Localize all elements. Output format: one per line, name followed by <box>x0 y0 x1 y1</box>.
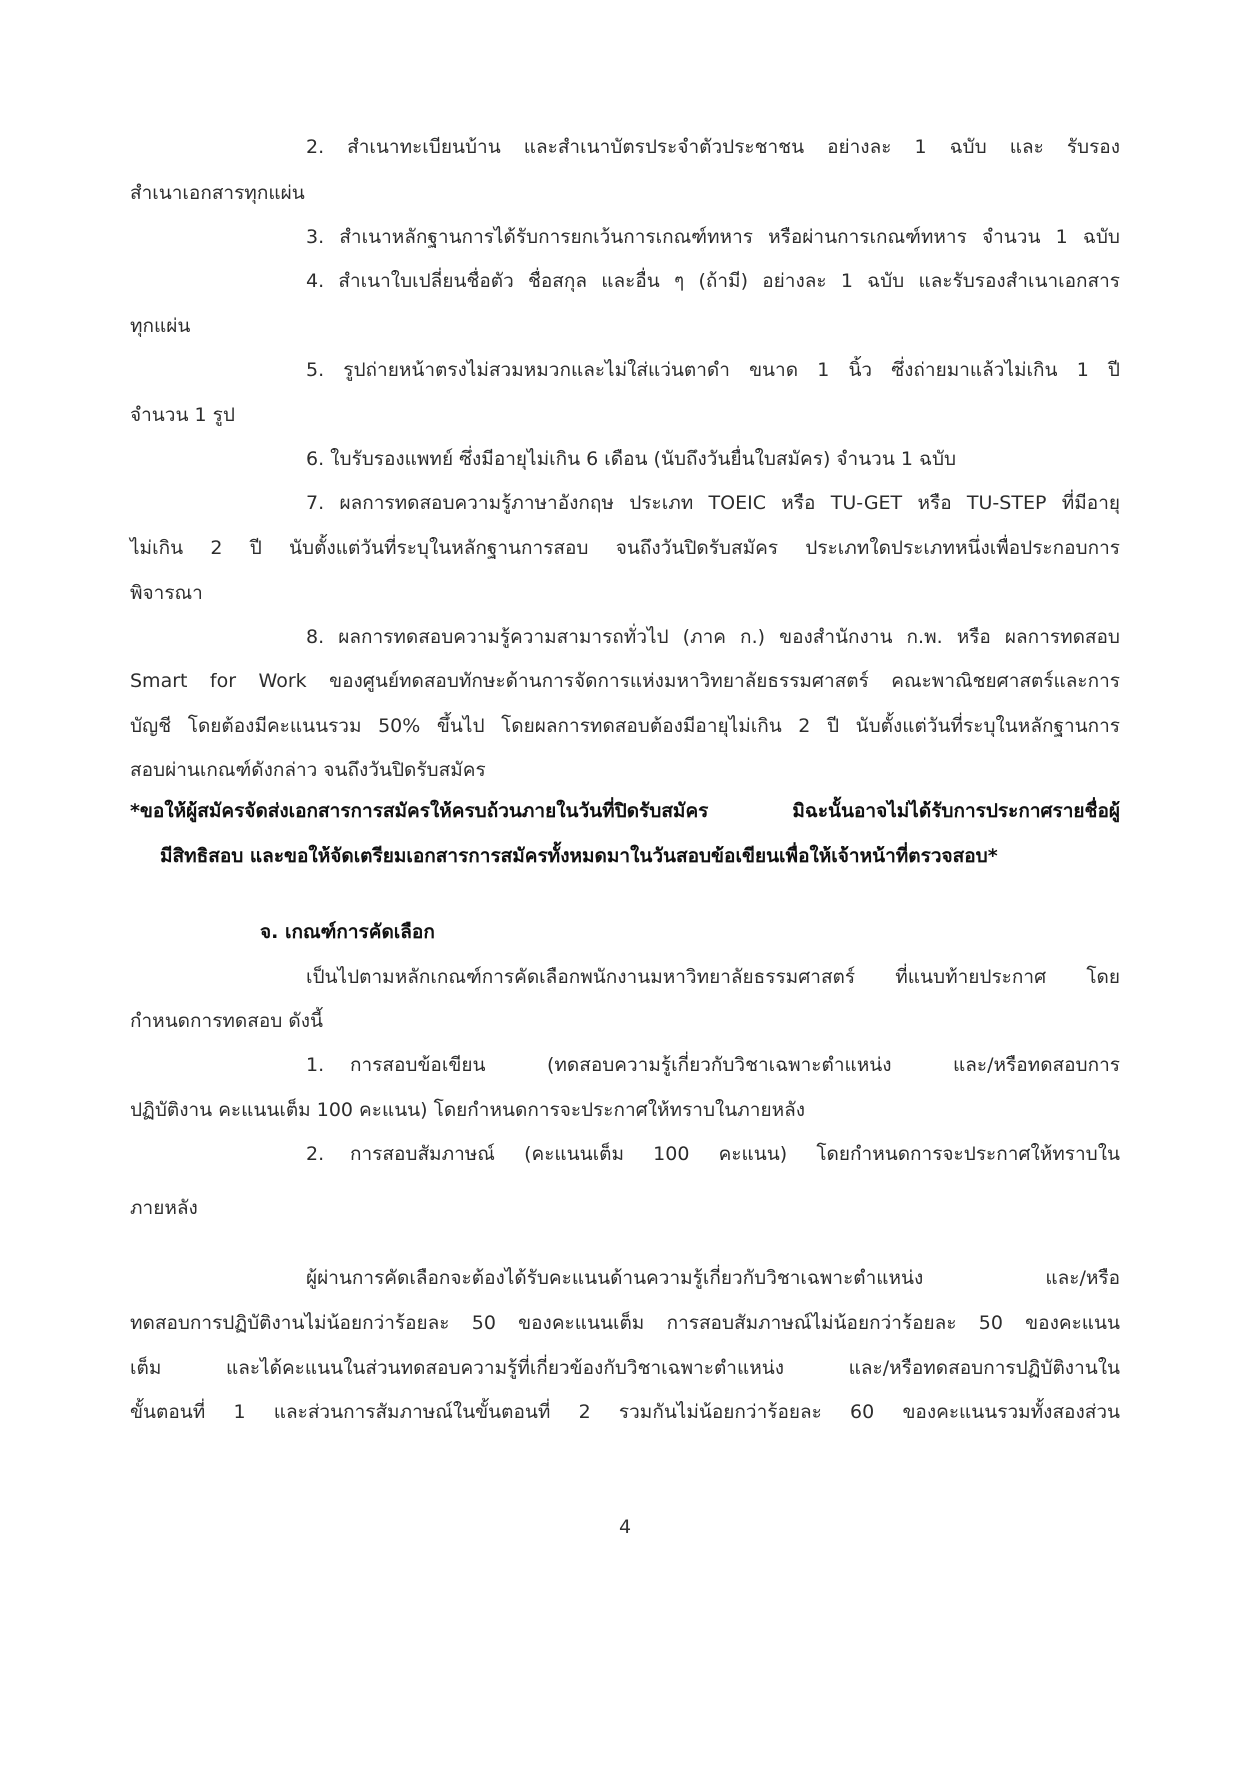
selection-intro-line1: เป็นไปตามหลักเกณฑ์การคัดเลือกพนักงานมหาวิทยาลัยธรรมศาสตร์ ที่แนบท้ายประกาศ โดย <box>306 966 1120 988</box>
doc-item-3-line1: 3. สำเนาหลักฐานการได้รับการยกเว้นการเกณฑ์ทหาร หรือผ่านการเกณฑ์ทหาร จำนวน 1 ฉบับ <box>306 226 1120 248</box>
doc-item-7-line2: ไม่เกิน 2 ปี นับตั้งแต่วันที่ระบุในหลักฐานการสอบ จนถึงวันปิดรับสมัคร ประเภทใดประเภทหนึ่งเพื่อประกอบการ <box>130 537 1120 559</box>
doc-item-8-line1: 8. ผลการทดสอบความรู้ความสามารถทั่วไป (ภาค ก.) ของสำนักงาน ก.พ. หรือ ผลการทดสอบ <box>306 626 1120 648</box>
doc-item-6-line1: 6. ใบรับรองแพทย์ ซึ่งมีอายุไม่เกิน 6 เดือน (นับถึงวันยื่นใบสมัคร) จำนวน 1 ฉบับ <box>306 448 957 470</box>
doc-item-2-line1: 2. สำเนาทะเบียนบ้าน และสำเนาบัตรประจำตัวประชาชน อย่างละ 1 ฉบับ และ รับรอง <box>306 136 1120 158</box>
doc-item-7-line1: 7. ผลการทดสอบความรู้ภาษาอังกฤษ ประเภท TOEIC หรือ TU-GET หรือ TU-STEP ที่มีอายุ <box>306 492 1120 514</box>
criteria-line2: ทดสอบการปฏิบัติงานไม่น้อยกว่าร้อยละ 50 ของคะแนนเต็ม การสอบสัมภาษณ์ไม่น้อยกว่าร้อยละ 50 ของคะแนน <box>130 1312 1120 1334</box>
doc-item-5-line1: 5. รูปถ่ายหน้าตรงไม่สวมหมวกและไม่ใส่แว่นตาดำ ขนาด 1 นิ้ว ซึ่งถ่ายมาแล้วไม่เกิน 1 ปี <box>306 359 1120 381</box>
selection-intro-line2: กำหนดการทดสอบ ดังนี้ <box>130 1010 323 1032</box>
selection-heading: จ. เกณฑ์การคัดเลือก <box>260 921 435 943</box>
page-number: 4 <box>618 1516 632 1538</box>
notice-line1: *ขอให้ผู้สมัครจัดส่งเอกสารการสมัครให้ครบถ้วนภายในวันที่ปิดรับสมัคร มิฉะนั้นอาจไม่ได้รับการประกาศรายชื่อผู้ <box>130 800 1120 822</box>
doc-item-8-line4: สอบผ่านเกณฑ์ดังกล่าว จนถึงวันปิดรับสมัคร <box>130 759 486 781</box>
doc-item-8-line2: Smart for Work ของศูนย์ทดสอบทักษะด้านการจัดการแห่งมหาวิทยาลัยธรรมศาสตร์ คณะพาณิชยศาสตร์และการ <box>130 670 1120 692</box>
test-item-1 <box>306 1052 1120 1078</box>
test-item-1-line2: ปฏิบัติงาน คะแนนเต็ม 100 คะแนน) โดยกำหนดการจะประกาศให้ทราบในภายหลัง <box>130 1099 806 1121</box>
notice-line2: มีสิทธิสอบ และขอให้จัดเตรียมเอกสารการสมัครทั้งหมดมาในวันสอบข้อเขียนเพื่อให้เจ้าหน้าที่ตรวจสอบ* <box>160 845 998 867</box>
doc-item-4-line1: 4. สำเนาใบเปลี่ยนชื่อตัว ชื่อสกุล และอื่น ๆ (ถ้ามี) อย่างละ 1 ฉบับ และรับรองสำเนาเอกสาร <box>306 270 1120 292</box>
doc-item-4-line2: ทุกแผ่น <box>130 315 191 337</box>
criteria-line3: เต็ม และได้คะแนนในส่วนทดสอบความรู้ที่เกี่ยวข้องกับวิชาเฉพาะตำแหน่ง และ/หรือทดสอบการปฏิบัติงานใน <box>130 1357 1120 1379</box>
doc-item-7-line3: พิจารณา <box>130 582 203 604</box>
test-item-2 <box>306 1141 1120 1167</box>
test-item-1-line1: การสอบข้อเขียน (ทดสอบความรู้เกี่ยวกับวิชาเฉพาะตำแหน่ง และ/หรือทดสอบการ <box>350 1054 1120 1076</box>
test-item-2-number: 2. <box>306 1143 325 1165</box>
test-item-2-line1: การสอบสัมภาษณ์ (คะแนนเต็ม 100 คะแนน) โดยกำหนดการจะประกาศให้ทราบใน <box>350 1143 1120 1165</box>
test-item-2-line2: ภายหลัง <box>130 1197 198 1219</box>
doc-item-2-line2: สำเนาเอกสารทุกแผ่น <box>130 182 305 204</box>
criteria-line4: ขั้นตอนที่ 1 และส่วนการสัมภาษณ์ในขั้นตอนที่ 2 รวมกันไม่น้อยกว่าร้อยละ 60 ของคะแนนรวมทั้งสองส่วน <box>130 1401 1120 1423</box>
criteria-line1: ผู้ผ่านการคัดเลือกจะต้องได้รับคะแนนด้านความรู้เกี่ยวกับวิชาเฉพาะตำแหน่ง และ/หรือ <box>306 1267 1120 1289</box>
doc-item-5-line2: จำนวน 1 รูป <box>130 404 235 426</box>
test-item-1-number: 1. <box>306 1054 325 1076</box>
doc-item-8-line3: บัญชี โดยต้องมีคะแนนรวม 50% ขึ้นไป โดยผลการทดสอบต้องมีอายุไม่เกิน 2 ปี นับตั้งแต่วันที่ระบุในหลักฐานการ <box>130 715 1120 737</box>
